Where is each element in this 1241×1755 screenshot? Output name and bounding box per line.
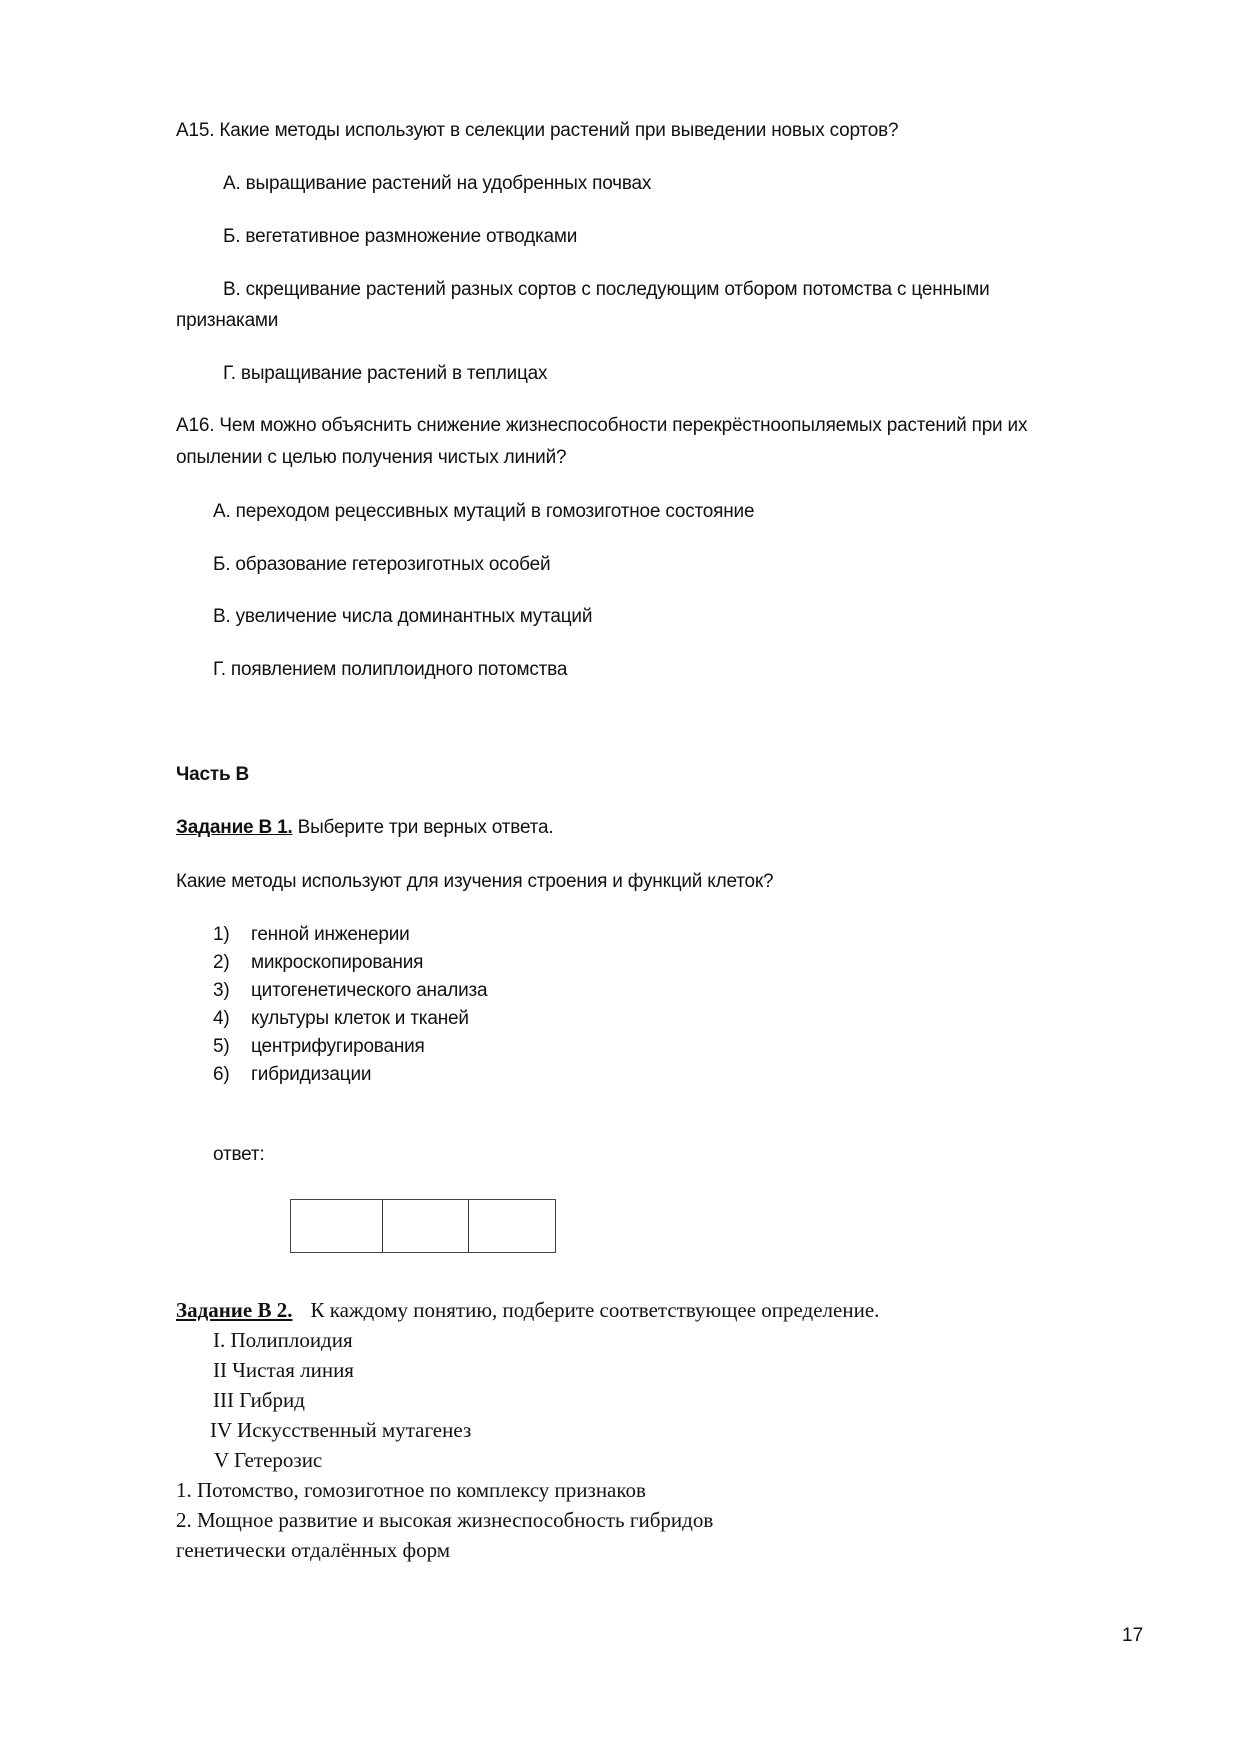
- a15-option-v-continuation: признаками: [176, 310, 279, 331]
- answer-label: ответ:: [213, 1144, 265, 1165]
- list-item: [213, 1008, 469, 1029]
- concept-item: IV Искусственный мутагенез: [210, 1418, 472, 1442]
- a16-option-g: Г. появлением полиплоидного потомства: [213, 659, 568, 680]
- concept-item: II Чистая линия: [213, 1358, 354, 1382]
- definition-item-continuation: генетически отдалённых форм: [176, 1538, 451, 1562]
- list-item: [213, 980, 488, 1001]
- item-text: генной инженерии: [251, 924, 410, 945]
- page-number: 17: [1122, 1625, 1144, 1646]
- item-number: 3): [213, 980, 230, 1001]
- task-b1-label: Задание В 1.: [176, 817, 293, 838]
- a15-option-v: В. скрещивание растений разных сортов с последующим отбором потомства с ценными: [223, 279, 990, 300]
- question-a15: А15. Какие методы используют в селекции растений при выведении новых сортов?: [176, 120, 899, 141]
- question-a16-line2: опылении с целью получения чистых линий?: [176, 447, 567, 468]
- item-text: гибридизации: [251, 1064, 372, 1085]
- a16-option-v: В. увеличение числа доминантных мутаций: [213, 606, 593, 627]
- answer-cell-3[interactable]: [469, 1200, 555, 1252]
- concept-item: V Гетерозис: [214, 1448, 323, 1472]
- definition-item: 2. Мощное развитие и высокая жизнеспособность гибридов: [176, 1508, 714, 1532]
- item-text: культуры клеток и тканей: [251, 1008, 469, 1029]
- item-number: 1): [213, 924, 230, 945]
- definition-item: 1. Потомство, гомозиготное по комплексу признаков: [176, 1478, 646, 1502]
- question-a16-line1: А16. Чем можно объяснить снижение жизнеспособности перекрёстноопыляемых растений при их: [176, 415, 1028, 436]
- item-number: 2): [213, 952, 230, 973]
- answer-cell-2[interactable]: [383, 1200, 469, 1252]
- task-b1-heading: [176, 818, 553, 837]
- concept-item: III Гибрид: [213, 1388, 305, 1412]
- item-text: цитогенетического анализа: [251, 980, 488, 1001]
- a16-option-b: Б. образование гетерозиготных особей: [213, 554, 551, 575]
- item-text: микроскопирования: [251, 952, 424, 973]
- task-b2-label: Задание В 2.: [176, 1298, 293, 1322]
- a15-option-a: А. выращивание растений на удобренных почвах: [223, 173, 652, 194]
- a16-option-a: А. переходом рецессивных мутаций в гомозиготное состояние: [213, 501, 755, 522]
- item-number: 6): [213, 1064, 230, 1085]
- item-text: центрифугирования: [251, 1036, 425, 1057]
- answer-cell-1[interactable]: [291, 1200, 383, 1252]
- a15-option-g: Г. выращивание растений в теплицах: [223, 363, 548, 384]
- task-b1-question: Какие методы используют для изучения строения и функций клеток?: [176, 871, 774, 892]
- answer-grid: [290, 1199, 556, 1253]
- list-item: [213, 1036, 425, 1057]
- part-b-heading: Часть В: [176, 764, 250, 785]
- a15-option-b: Б. вегетативное размножение отводками: [223, 226, 578, 247]
- task-b2-heading: [176, 1300, 879, 1321]
- list-item: [213, 924, 410, 945]
- task-b1-instruction: Выберите три верных ответа.: [292, 817, 554, 838]
- item-number: 5): [213, 1036, 230, 1057]
- concept-item: I. Полиплоидия: [213, 1328, 353, 1352]
- list-item: [213, 1064, 372, 1085]
- task-b2-instruction: К каждому понятию, подберите соответствующее определение.: [310, 1298, 880, 1322]
- list-item: [213, 952, 424, 973]
- item-number: 4): [213, 1008, 230, 1029]
